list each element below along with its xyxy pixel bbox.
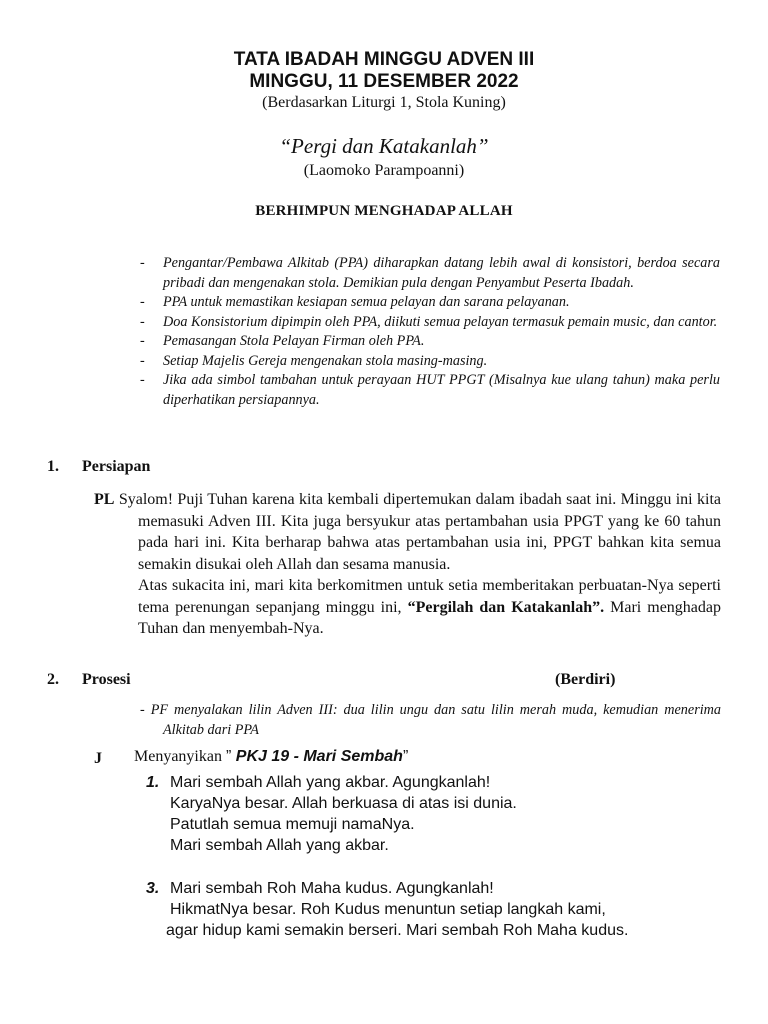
leader-label: J <box>94 750 102 767</box>
list-item: - Doa Konsistorium dipimpin oleh PPA, diikuti semua pelayan termasuk pemain music, dan cantor. <box>140 313 720 333</box>
bullet-dash: - <box>140 313 145 330</box>
pl-paragraph-2: Atas sukacita ini, mari kita berkomitmen untuk setia memberitakan perbuatan-Nya seperti tema perenungan sepanjang minggu ini, “Pergilah dan Katakanlah”. Mari menghadap Tuhan dan menyembah-Nya. <box>138 577 721 637</box>
bullet-dash: - <box>140 333 145 349</box>
verse-number: 1. <box>146 774 160 791</box>
document-date: MINGGU, 11 DESEMBER 2022 <box>249 71 519 92</box>
bullet-dash: - <box>140 372 145 388</box>
pl-paragraph-1: PL Syalom! Puji Tuhan karena kita kembali dipertemukan dalam ibadah saat ini. Minggu ini kita memasuki Adven III. Kita juga bersyukur atas pertambahan usia PPGT yang ke 60 tahun pada hari ini. Kita berharap bahwa atas pertambahan usia ini, PPGT bahkan kita semua semakin disukai oleh Allah dan sesama manusia. <box>94 491 721 573</box>
verse-line: Patutlah semua memuji namaNya. <box>170 816 415 833</box>
bullet-dash: - <box>140 352 145 369</box>
section-title: BERHIMPUN MENGHADAP ALLAH <box>255 203 513 219</box>
verse-line: agar hidup kami semakin berseri. Mari sembah Roh Maha kudus. <box>166 922 629 939</box>
speaker-label: PL <box>94 491 115 508</box>
song-verse-1 <box>146 772 706 862</box>
verse-line: HikmatNya besar. Roh Kudus menuntun setiap langkah kami, <box>170 901 606 918</box>
sermon-theme: “Pergi dan Katakanlah” <box>279 134 489 158</box>
pl-speech <box>94 489 721 640</box>
list-item: - Jika ada simbol tambahan untuk perayaan HUT PPGT (Misalnya kue ulang tahun) maka perlu diperhatikan persiapannya. <box>140 372 720 408</box>
list-item: - Pengantar/Pembawa Alkitab (PPA) diharapkan datang lebih awal di konsistori, berdoa secara pribadi dan mengenakan stola. Demikian pula dengan Penyambut Peserta Ibadah. <box>140 255 720 291</box>
bullet-dash: - <box>140 255 145 271</box>
preparation-notes <box>140 254 720 410</box>
theme-emphasis: “Pergilah dan Katakanlah”. <box>407 598 605 616</box>
section-number: 2. <box>47 671 59 688</box>
song-title: PKJ 19 - Mari Sembah <box>235 748 403 765</box>
verse-line: Mari sembah Roh Maha kudus. Agungkanlah! <box>170 880 494 897</box>
theme-author: (Laomoko Parampoanni) <box>303 162 465 179</box>
liturgy-subtitle: (Berdasarkan Liturgi 1, Stola Kuning) <box>262 94 506 111</box>
verse-line: Mari sembah Allah yang akbar. <box>170 837 389 854</box>
list-item: - Pemasangan Stola Pelayan Firman oleh PPA. <box>140 332 720 352</box>
section-label: Prosesi <box>82 671 131 688</box>
song-verse-3 <box>146 878 706 948</box>
section-number: 1. <box>47 458 59 475</box>
verse-line: Mari sembah Allah yang akbar. Agungkanlah! <box>170 774 491 791</box>
bullet-dash: - <box>140 294 145 310</box>
list-item: - PPA untuk memastikan kesiapan semua pelayan dan sarana pelayanan. <box>140 293 720 313</box>
bullet-dash: - <box>140 702 145 718</box>
song-intro: Menyanyikan ” PKJ 19 - Mari Sembah” <box>134 748 409 765</box>
section-label: Persiapan <box>82 458 151 475</box>
document-title: TATA IBADAH MINGGU ADVEN III <box>233 49 535 70</box>
posture-note: (Berdiri) <box>555 671 616 688</box>
verse-number: 3. <box>146 880 160 897</box>
verse-line: KaryaNya besar. Allah berkuasa di atas isi dunia. <box>170 795 517 812</box>
list-item: - Setiap Majelis Gereja mengenakan stola masing-masing. <box>140 352 720 372</box>
rubric-note: - PF menyalakan lilin Adven III: dua lilin ungu dan satu lilin merah muda, kemudian menerima Alkitab dari PPA <box>140 702 722 738</box>
